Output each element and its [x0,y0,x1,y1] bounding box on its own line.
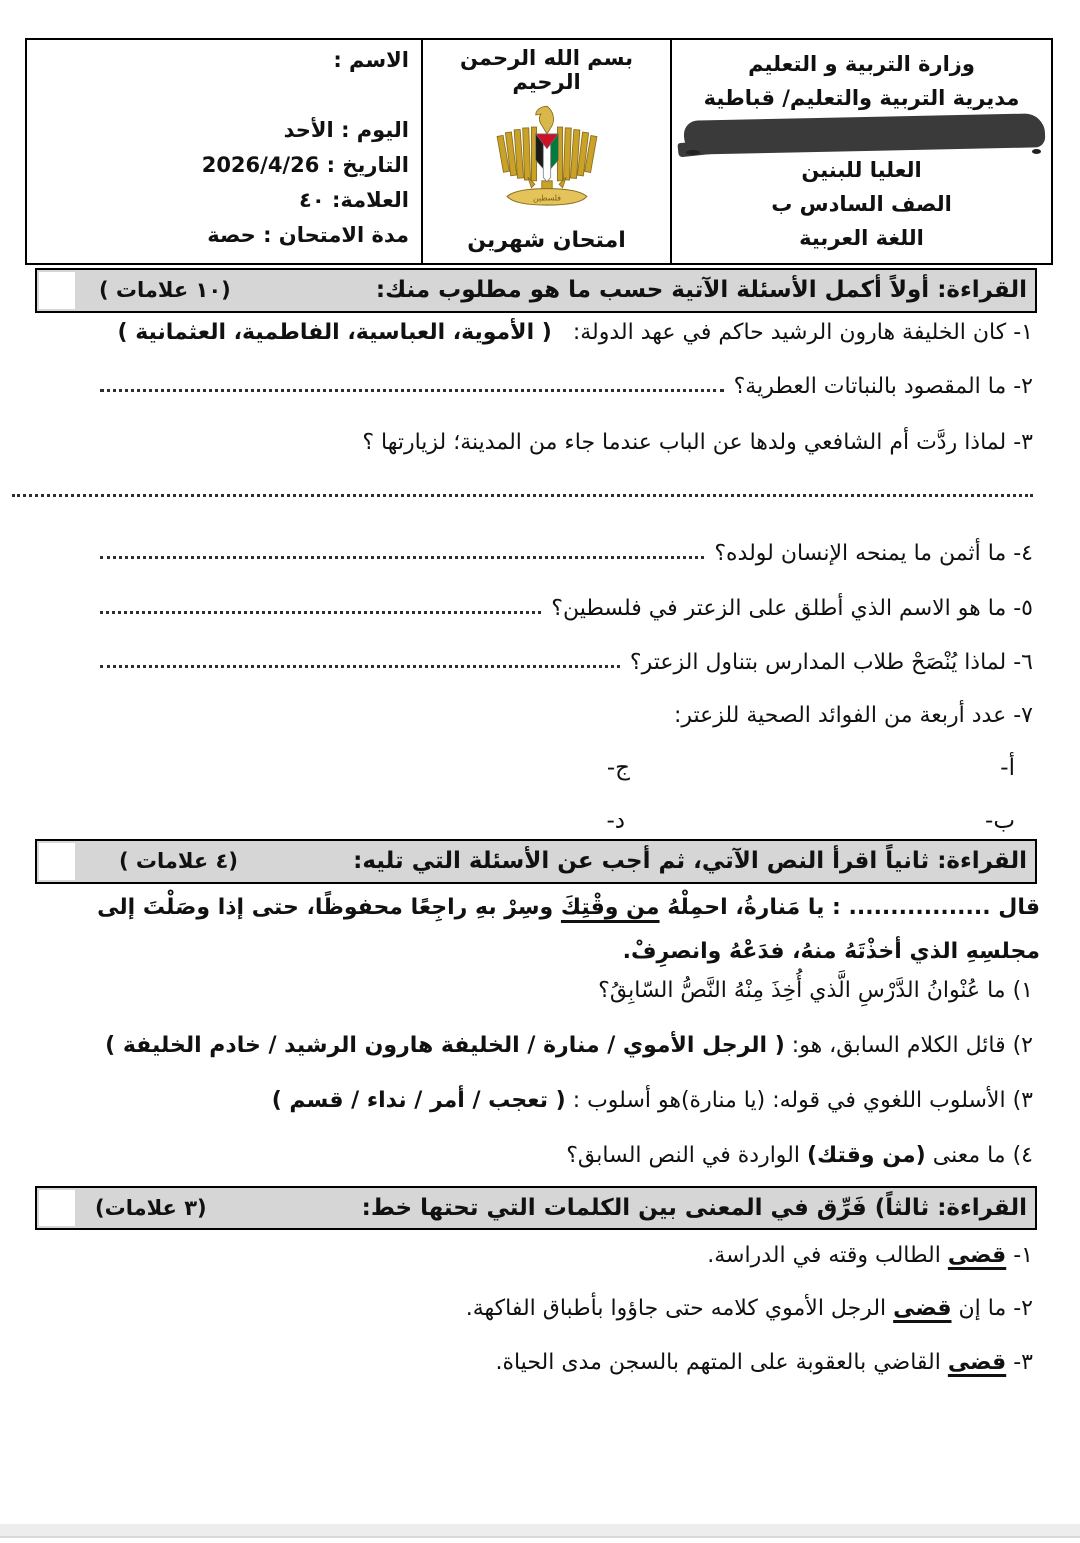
grade-line: الصف السادس ب [771,192,952,216]
info-column [27,40,421,263]
passage-question-3-text: ٣) الأسلوب اللغوي في قوله: (يا منارة)هو أسلوب : [572,1088,1033,1113]
passage-question-4 [566,1143,1033,1168]
center-column [421,40,670,263]
passage-rest: وسِرْ بهِ راجِعًا محفوظًا، حتى إذا وصَلْتَ إلى مجلسِهِ الذي أخذْتَهُ منهُ، فدَعْهُ وانصرِفْ. [97,895,1040,964]
question-3 [362,430,1033,455]
passage-start: قال ................. : يا مَنارةُ، احمِلْهُ [667,895,1040,920]
answer-dotted-line [100,609,541,614]
question-4-text: ٤- ما أثمن ما يمنحه الإنسان لولده؟ [714,541,1033,566]
question-6-text: ٦- لماذا يُنْصَحْ طلاب المدارس بتناول الزعتر؟ [629,650,1033,675]
student-name-field: الاسم : [333,48,409,72]
question-4 [40,541,1033,566]
passage-question-3-options: ( تعجب / أمر / نداء / قسم ) [271,1088,566,1113]
date-line: التاريخ : 2026/4/26 [201,153,409,177]
palestine-eagle-emblem-icon [495,96,599,224]
question-2 [40,374,1033,399]
section1-title: القراءة: أولاً أكمل الأسئلة الآتية حسب ما هو مطلوب منك: [375,277,1027,303]
answer-dotted-line [12,492,1033,497]
passage-question-1-text: ١) ما عُنْوانُ الدَّرْسِ الَّذي أُخِذَ مِنْهُ النَّصُّ السّابِقُ؟ [598,978,1033,1003]
institution-column [670,40,1051,263]
score-cell [39,1190,75,1226]
section2-header-bar [35,839,1037,884]
covered-text-fragment [686,150,700,155]
passage-question-4-prefix: ٤) ما معنى [932,1143,1033,1168]
item-1-prefix: ١- [1013,1243,1033,1268]
answer-dotted-line [100,663,620,668]
meaning-item-3 [495,1350,1033,1375]
item-3-underlined-word: قضى [947,1350,1007,1375]
score-cell [39,272,75,309]
section1-header-bar [35,268,1037,313]
scan-edge-strip [0,1524,1080,1538]
question-7 [674,703,1033,728]
blank-item-c: ج- [606,755,630,781]
question-1-text: ١- كان الخليفة هارون الرشيد حاكم في عهد الدولة: [572,320,1033,345]
covered-text-fragment [1032,149,1041,154]
duration-line: مدة الامتحان : حصة [207,223,409,247]
redaction-mark [678,117,1047,153]
item-3-prefix: ٣- [1013,1350,1033,1375]
question-1-options: ( الأموية، العباسية، الفاطمية، العثمانية ) [117,320,552,345]
meaning-item-1 [707,1243,1033,1268]
day-line: اليوم : الأحد [283,118,409,142]
redaction-blob [684,113,1046,155]
passage-question-1 [598,978,1033,1003]
passage-question-2-options: ( الرجل الأموي / منارة / الخليفة هارون الرشيد / خادم الخليفة ) [105,1033,785,1058]
answer-dotted-line [100,387,724,392]
blank-item-a: أ- [1000,755,1015,781]
section3-header-bar [35,1186,1037,1230]
passage-question-3 [272,1088,1033,1113]
passage-question-2 [105,1033,1033,1058]
section2-title: القراءة: ثانياً اقرأ النص الآتي، ثم أجب عن الأسئلة التي تليه: [353,848,1027,874]
passage-question-4-suffix: الواردة في النص السابق؟ [566,1143,800,1168]
question-5 [40,596,1033,621]
question-5-text: ٥- ما هو الاسم الذي أطلق على الزعتر في فلسطين؟ [551,596,1033,621]
section3-marks: (٣ علامات) [95,1196,207,1220]
reading-passage [38,886,1040,974]
passage-underlined-phrase: من وقْتِكَ [560,895,660,920]
item-1-rest: الطالب وقته في الدراسة. [707,1243,941,1268]
item-2-rest: الرجل الأموي كلامه حتى جاؤوا بأطباق الفاكهة. [465,1296,887,1321]
blank-item-d: د- [606,808,625,834]
item-3-rest: القاضي بالعقوبة على المتهم بالسجن مدى الحياة. [495,1350,941,1375]
section1-marks: ( ١٠ علامات) [99,278,231,302]
exam-header-table [25,38,1053,265]
question-1 [118,320,1034,345]
blank-item-b: ب- [985,808,1015,834]
question-7-text: ٧- عدد أربعة من الفوائد الصحية للزعتر: [673,703,1033,728]
emblem-banner-text: فلسطين [532,193,561,203]
question-3-text: ٣- لماذا ردَّت أم الشافعي ولدها عن الباب عندما جاء من المدينة؛ لزيارتها ؟ [362,430,1033,455]
passage-question-4-phrase: (من وقتك) [807,1143,926,1168]
item-1-underlined-word: قضى [947,1243,1007,1268]
item-2-prefix: ٢- ما إن [958,1296,1033,1321]
exam-type-label: امتحان شهرين [467,228,626,253]
exam-info-block [202,113,409,253]
total-mark-line: العلامة: ٤٠ [299,188,409,212]
meaning-item-2 [466,1296,1033,1321]
passage-question-2-text: ٢) قائل الكلام السابق، هو: [791,1033,1033,1058]
score-cell [39,843,75,880]
section2-marks: ( ٤ علامات) [119,849,238,873]
item-2-underlined-word: قضى [893,1296,952,1321]
school-line: العليا للبنين [801,158,922,182]
question-2-text: ٢- ما المقصود بالنباتات العطرية؟ [733,374,1033,399]
ministry-line: وزارة التربية و التعليم [748,52,975,76]
section3-title: القراءة: ثالثاً) فَرِّق في المعنى بين الكلمات التي تحتها خط: [361,1195,1027,1221]
answer-dotted-line [100,554,704,559]
question-6 [40,650,1033,675]
subject-line: اللغة العربية [799,226,924,250]
directorate-line: مديرية التربية والتعليم/ قباطية [703,86,1020,110]
basmala-text: بسم الله الرحمن الرحيم [460,46,633,94]
